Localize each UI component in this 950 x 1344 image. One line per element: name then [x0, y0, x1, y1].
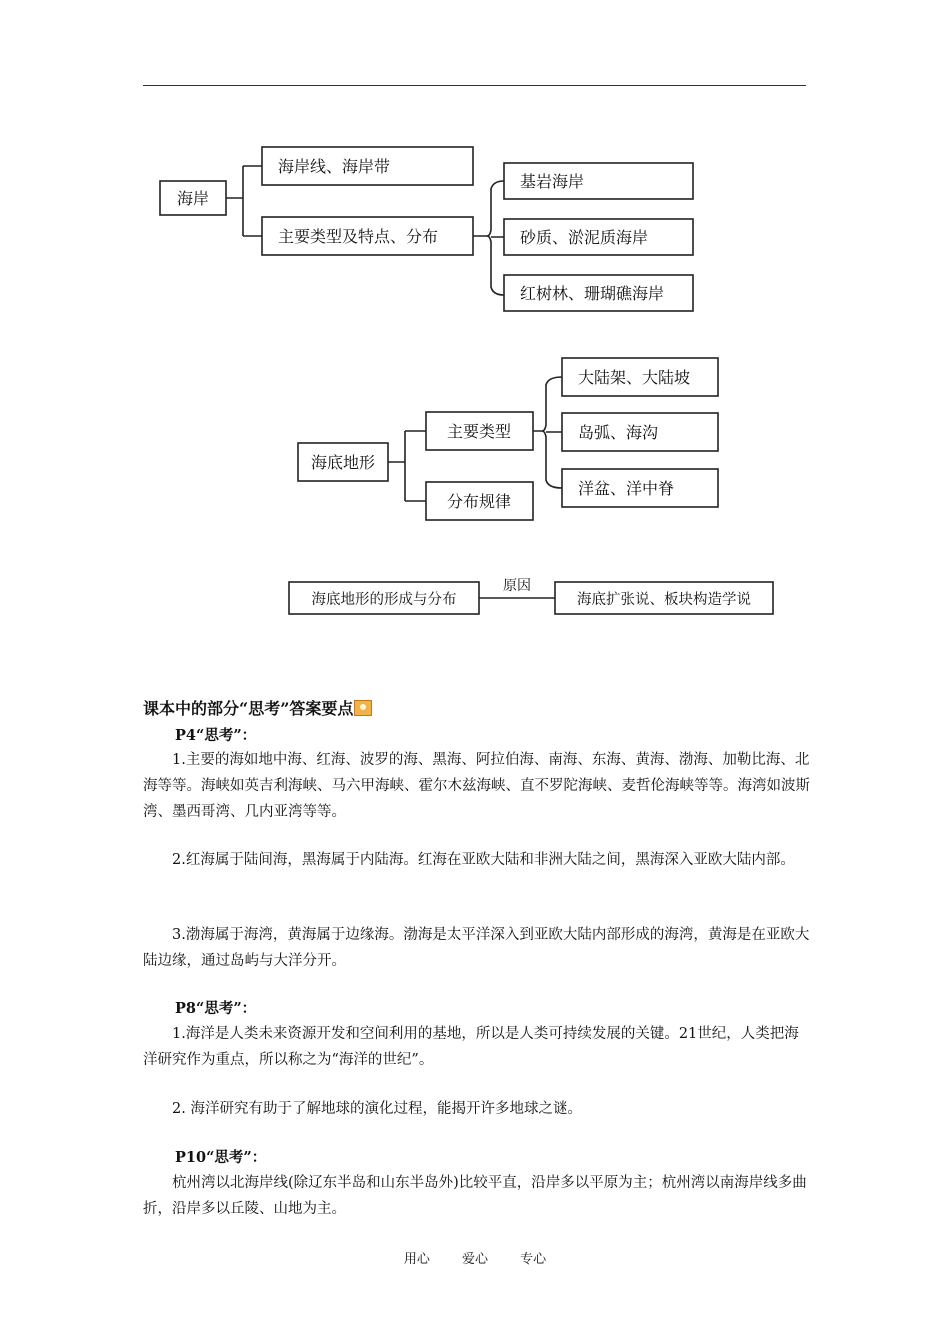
cause-right-label: 海底扩张说、板块构造学说: [577, 592, 751, 608]
coast-mangrove-label: 红树林、珊瑚礁海岸: [520, 284, 665, 303]
footer-word-1: 用心: [403, 1252, 430, 1267]
p4-para-1: 1.主要的海如地中海、红海、波罗的海、黑海、阿拉伯海、南海、东海、黄海、渤海、加勒比海、北海等等。海峡如英吉利海峡、马六甲海峡、霍尔木兹海峡、直不罗陀海峡、麦哲伦海峡等等。海湾如波斯湾、墨西哥湾、几内亚湾等等。: [143, 752, 810, 820]
seafloor-root-node: [298, 443, 388, 481]
coast-mangrove-node: [504, 275, 693, 311]
section-heading-text: 课本中的部分“思考”答案要点: [143, 699, 354, 718]
seafloor-arc-label: 岛弧、海沟: [578, 423, 659, 442]
footer-word-3: 专心: [520, 1252, 547, 1267]
coast-concept-map: [143, 125, 703, 325]
cause-right-node: [555, 582, 773, 614]
cause-left-label: 海底地形的形成与分布: [311, 592, 457, 608]
seafloor-shelf-label: 大陆架、大陆坡: [578, 368, 691, 387]
seafloor-distribution-label: 分布规律: [446, 492, 512, 511]
p8-para-2: 2. 海洋研究有助于了解地球的演化过程，能揭开许多地球之谜。: [172, 1101, 582, 1117]
seafloor-types-node: [426, 412, 533, 450]
coast-root-label: 海岸: [176, 189, 210, 208]
page-footer: [0, 1248, 950, 1267]
coast-bedrock-node: [504, 163, 693, 199]
seafloor-basin-label: 洋盆、洋中脊: [578, 479, 675, 498]
coast-sandy-label: 砂质、淤泥质海岸: [520, 228, 649, 247]
seafloor-shelf-node: [562, 358, 718, 396]
p8-title: P8“思考”：: [175, 1000, 257, 1017]
seafloor-root-label: 海底地形: [310, 453, 376, 472]
seafloor-distribution-node: [426, 482, 533, 520]
seafloor-concept-map: [290, 345, 750, 535]
coast-line-node: [262, 147, 473, 185]
coast-sandy-node: [504, 219, 693, 255]
coast-types-label: 主要类型及特点、分布: [278, 227, 439, 246]
p4-para-3: 3.渤海属于海湾，黄海属于边缘海。渤海是太平洋深入到亚欧大陆内部形成的海湾，黄海是在亚欧大陆边缘，通过岛屿与大洋分开。: [143, 927, 810, 969]
p10-title: P10“思考”：: [175, 1149, 267, 1166]
section-heading: [143, 697, 372, 721]
p4-para-2: 2.红海属于陆间海，黑海属于内陆海。红海在亚欧大陆和非洲大陆之间，黑海深入亚欧大陆内部。: [172, 852, 795, 868]
footer-word-2: 爱心: [461, 1252, 488, 1267]
top-rule: [143, 85, 806, 86]
p10-para-1: 杭州湾以北海岸线(除辽东半岛和山东半岛外)比较平直，沿岸多以平原为主；杭州湾以南海岸线多曲折，沿岸多以丘陵、山地为主。: [143, 1175, 807, 1217]
seafloor-basin-node: [562, 469, 718, 507]
note-icon: [354, 700, 372, 716]
p4-title: P4“思考”：: [175, 727, 257, 744]
cause-left-node: [289, 582, 479, 614]
coast-line-label: 海岸线、海岸带: [278, 157, 391, 176]
seafloor-cause-map: [280, 568, 790, 628]
coast-root-node: [160, 181, 226, 215]
p8-para-1: 1.海洋是人类未来资源开发和空间利用的基地，所以是人类可持续发展的关键。21世纪，人类把海洋研究作为重点，所以称之为“海洋的世纪”。: [143, 1026, 799, 1068]
coast-bedrock-label: 基岩海岸: [520, 172, 585, 191]
seafloor-types-label: 主要类型: [446, 422, 512, 441]
seafloor-arc-node: [562, 413, 718, 451]
coast-types-node: [262, 217, 473, 255]
cause-edge-label: 原因: [503, 578, 531, 594]
